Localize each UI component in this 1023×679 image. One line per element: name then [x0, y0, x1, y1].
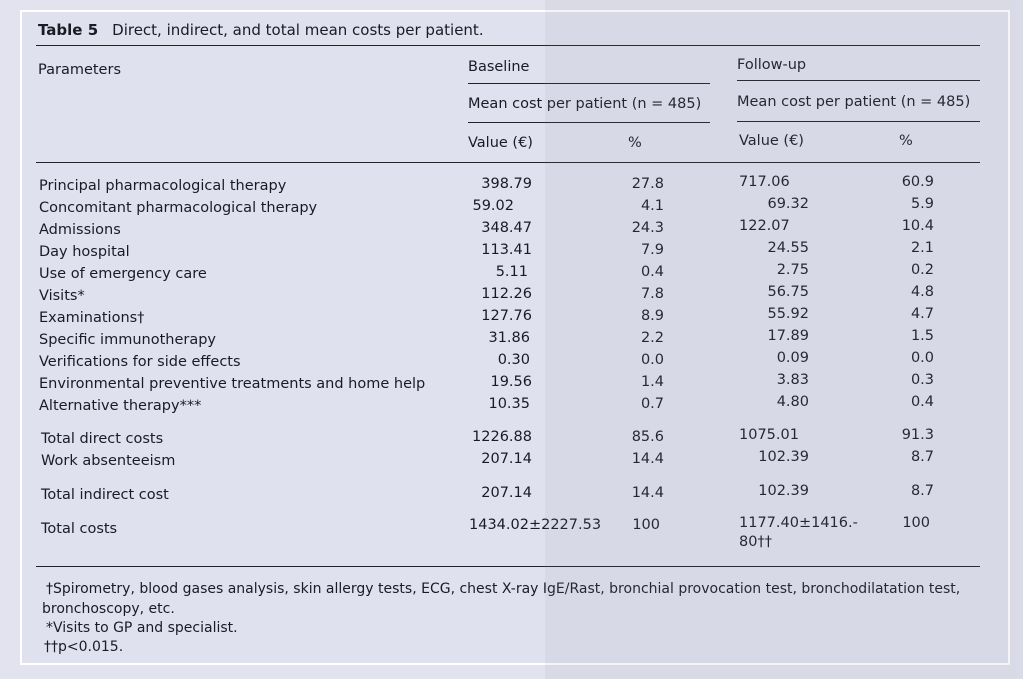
row-followup-value: 2.75	[776, 262, 809, 278]
total-direct-label: Total direct costs	[41, 431, 164, 447]
table-number: Table 5	[38, 21, 99, 39]
row-label: Concomitant pharmacological therapy	[39, 200, 318, 216]
row-label: Day hospital	[39, 244, 130, 260]
row-baseline-value: 127.76	[481, 308, 532, 324]
row-followup-pct: 4.7	[910, 306, 934, 322]
row-followup-value: 122.07	[739, 218, 790, 234]
row-baseline-pct: 24.3	[631, 220, 664, 236]
row-baseline-pct: 0.0	[640, 352, 664, 368]
row-followup-pct: 0.3	[910, 372, 934, 388]
row-label: Use of emergency care	[39, 266, 207, 282]
row-followup-value: 3.83	[776, 372, 809, 388]
row-followup-value: 69.32	[767, 196, 809, 212]
total-indirect-baseline-value: 207.14	[481, 485, 532, 501]
total-costs-label: Total costs	[41, 521, 118, 537]
row-baseline-value: 348.47	[481, 220, 532, 236]
total-indirect-followup-value: 102.39	[758, 483, 809, 499]
total-costs-followup-value-line1: 1177.40±1416.-	[739, 515, 858, 531]
header-value-baseline: Value (€)	[468, 135, 533, 151]
header-value-followup: Value (€)	[739, 133, 804, 149]
row-baseline-value: 112.26	[481, 286, 532, 302]
row-followup-pct: 5.9	[910, 196, 934, 212]
row-label: Visits*	[39, 288, 85, 304]
row-baseline-value: 19.56	[490, 374, 532, 390]
row-followup-pct: 1.5	[910, 328, 934, 344]
row-baseline-pct: 7.8	[640, 286, 664, 302]
row-followup-pct: 2.1	[910, 240, 934, 256]
row-followup-value: 17.89	[767, 328, 809, 344]
work-absenteeism-followup-pct: 8.7	[910, 449, 934, 465]
total-indirect-label: Total indirect cost	[41, 487, 169, 503]
work-absenteeism-baseline-pct: 14.4	[631, 451, 664, 467]
bottom-rule	[36, 566, 980, 567]
row-baseline-value: 31.86	[488, 330, 530, 346]
row-baseline-pct: 7.9	[640, 242, 664, 258]
header-mean-followup: Mean cost per patient (n = 485)	[737, 94, 971, 110]
row-baseline-pct: 0.4	[640, 264, 664, 280]
total-costs-baseline-value: 1434.02±2227.53	[469, 517, 602, 533]
row-followup-pct: 0.2	[910, 262, 934, 278]
row-followup-value: 0.09	[776, 350, 809, 366]
total-costs-followup-pct: 100	[902, 515, 930, 531]
row-baseline-value: 113.41	[481, 242, 532, 258]
total-direct-baseline-pct: 85.6	[631, 429, 664, 445]
row-followup-pct: 10.4	[901, 218, 934, 234]
row-baseline-pct: 1.4	[640, 374, 664, 390]
row-followup-value: 717.06	[739, 174, 790, 190]
row-followup-pct: 0.4	[910, 394, 934, 410]
row-label: Principal pharmacological therapy	[39, 178, 287, 194]
row-baseline-pct: 2.2	[640, 330, 664, 346]
row-baseline-value: 0.30	[497, 352, 530, 368]
total-indirect-followup-pct: 8.7	[910, 483, 934, 499]
followup-rule	[737, 80, 980, 81]
row-baseline-value: 59.02	[472, 198, 514, 214]
footnote-line: ††p<0.015.	[44, 639, 124, 655]
table-caption: Direct, indirect, and total mean costs per patient.	[112, 21, 484, 39]
top-rule	[36, 45, 980, 46]
mean-baseline-rule	[468, 122, 710, 123]
header-bottom-rule	[36, 162, 980, 163]
row-followup-value: 56.75	[767, 284, 809, 300]
row-baseline-pct: 4.1	[640, 198, 664, 214]
total-indirect-baseline-pct: 14.4	[631, 485, 664, 501]
row-baseline-value: 10.35	[488, 396, 530, 412]
row-followup-pct: 4.8	[910, 284, 934, 300]
header-mean-baseline: Mean cost per patient (n = 485)	[468, 96, 702, 112]
row-label: Specific immunotherapy	[39, 332, 217, 348]
total-costs-followup-value-line2: 80††	[739, 534, 772, 550]
header-baseline: Baseline	[468, 59, 530, 75]
total-costs-baseline-pct: 100	[632, 517, 660, 533]
work-absenteeism-baseline-value: 207.14	[481, 451, 532, 467]
footnote-line: bronchoscopy, etc.	[42, 601, 175, 617]
row-baseline-value: 398.79	[481, 176, 532, 192]
header-pct-baseline: %	[628, 135, 642, 151]
row-label: Examinations†	[39, 310, 145, 326]
baseline-rule	[468, 83, 710, 84]
row-label: Verifications for side effects	[39, 354, 241, 370]
row-followup-value: 4.80	[776, 394, 809, 410]
row-followup-pct: 0.0	[910, 350, 934, 366]
footnote-line: *Visits to GP and specialist.	[46, 620, 238, 636]
row-followup-value: 24.55	[767, 240, 809, 256]
header-pct-followup: %	[899, 133, 913, 149]
row-baseline-pct: 27.8	[631, 176, 664, 192]
mean-followup-rule	[737, 121, 980, 122]
row-label: Admissions	[39, 222, 121, 238]
row-followup-pct: 60.9	[901, 174, 934, 190]
header-followup: Follow-up	[737, 57, 807, 73]
total-direct-followup-value: 1075.01	[739, 427, 799, 443]
total-direct-followup-pct: 91.3	[901, 427, 934, 443]
footnote-line: †Spirometry, blood gases analysis, skin allergy tests, ECG, chest X-ray IgE/Rast, bronchial provocation test, bronchodilatation test,	[46, 581, 961, 597]
row-baseline-value: 5.11	[495, 264, 528, 280]
total-direct-baseline-value: 1226.88	[472, 429, 532, 445]
header-parameters: Parameters	[38, 62, 121, 78]
work-absenteeism-label: Work absenteeism	[41, 453, 176, 469]
table-title	[38, 21, 484, 39]
row-followup-value: 55.92	[767, 306, 809, 322]
work-absenteeism-followup-value: 102.39	[758, 449, 809, 465]
row-baseline-pct: 8.9	[640, 308, 664, 324]
row-baseline-pct: 0.7	[640, 396, 664, 412]
row-label: Environmental preventive treatments and home help	[39, 376, 426, 392]
row-label: Alternative therapy***	[39, 398, 202, 414]
